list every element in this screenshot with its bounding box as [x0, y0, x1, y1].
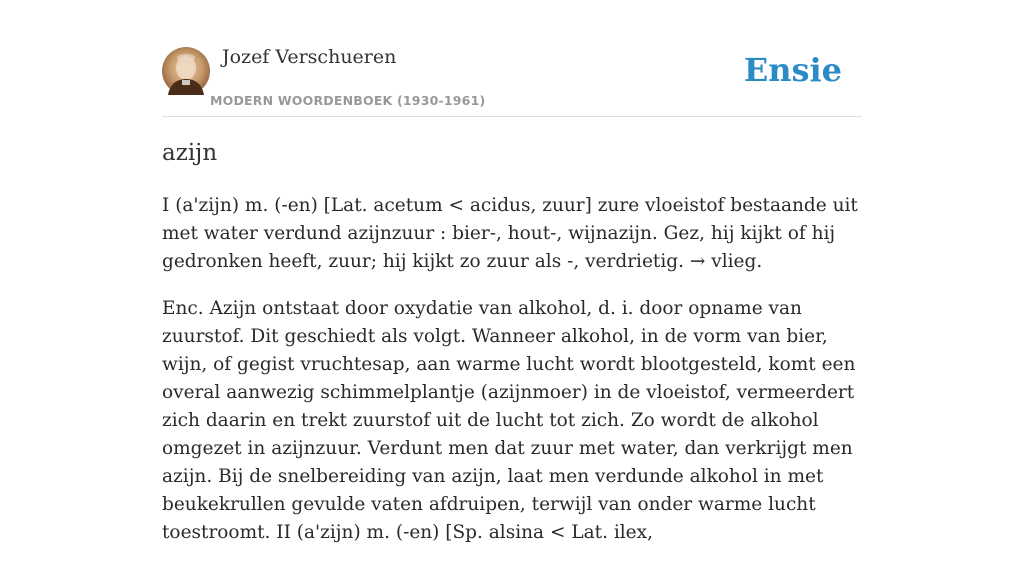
source-dictionary[interactable]: MODERN WOORDENBOEK (1930-1961) [210, 93, 486, 108]
author-avatar[interactable] [162, 47, 210, 95]
encyclopedic-paragraph: Enc. Azijn ontstaat door oxydatie van alkohol, d. i. door opname van zuurstof. Dit geschiedt als volgt. Wanneer alkohol, in de vorm van bier, wijn, of gegist vruchtesap, aan warme lucht wordt blootgesteld, komt een overal aanwezig schimmelplantje (azijnmoer) in de vloeistof, vermeerdert zich daarin en trekt zuurstof uit de lucht tot zich. Zo wordt de alkohol omgezet in azijnzuur. Verdunt men dat zuur met water, dan verkrijgt men azijn. Bij de snelbereiding van azijn, laat men verdunde alkohol in met beukekrullen gevulde vaten afdruipen, terwijl van onder warme lucht toestroomt. II (a'zijn) m. (-en) [Sp. alsina < Lat. ilex, [162, 298, 856, 543]
ensie-logo[interactable]: Ensie [743, 51, 842, 89]
author-name[interactable]: Jozef Verschueren [222, 46, 397, 68]
page-header [162, 46, 862, 117]
entry-headword: azijn [162, 140, 218, 166]
definition-paragraph: I (a'zijn) m. (-en) [Lat. acetum < acidus, zuur] zure vloeistof bestaande uit met water verdund azijnzuur : bier-, hout-, wijnazijn. Gez, hij kijkt of hij gedronken heeft, zuur; hij kijkt zo zuur als -, verdrietig. → vlieg. [162, 195, 858, 272]
portrait-icon [162, 47, 210, 95]
entry-content [162, 192, 862, 566]
